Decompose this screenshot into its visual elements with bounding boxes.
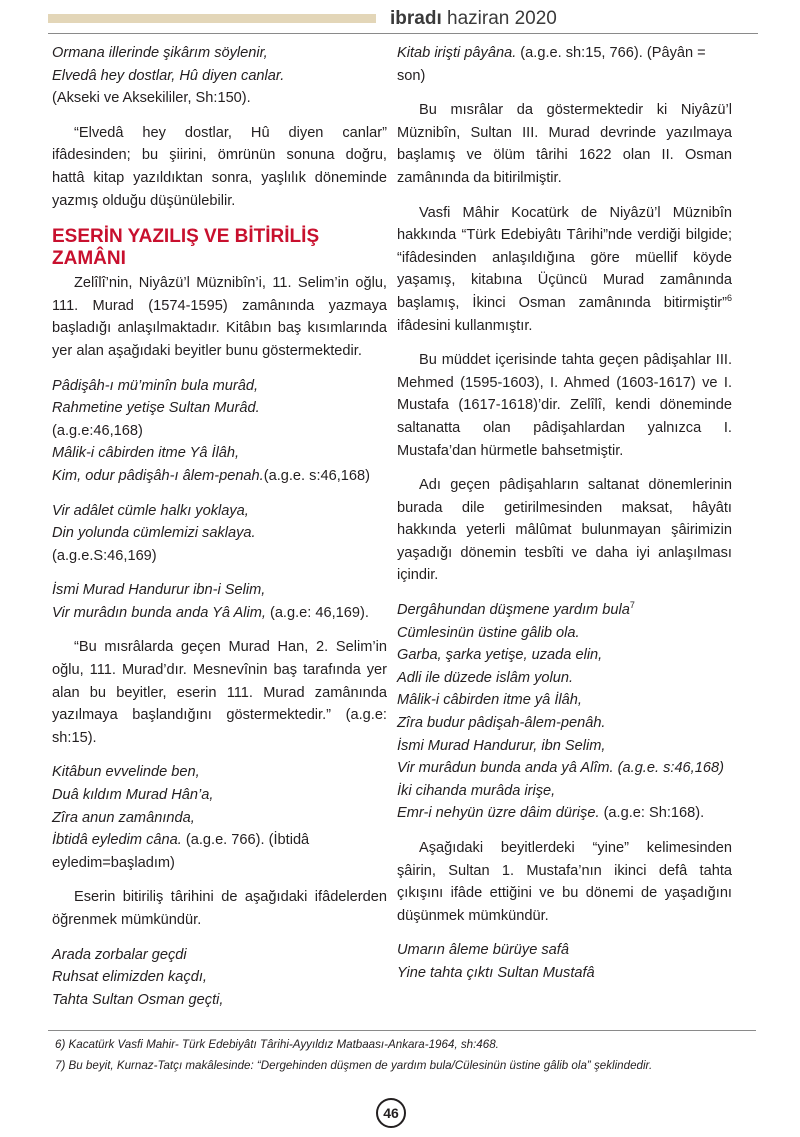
footnote-6: 6) Kacatürk Vasfi Mahir- Türk Edebiyâtı Târihi-Ayyıldız Matbaası-Ankara-1964, sh:468.: [55, 1038, 499, 1051]
verse-block: Pâdişâh-ı mü’minîn bula murâd, Rahmetine yetişe Sultan Murâd. (a.g.e:46,168) Mâlik-i câbirden itme Yâ İlâh, Kim, odur pâdişâh-ı âlem-penah.(a.g.e. s:46,168): [52, 375, 387, 488]
verse-block: Kitab irişti pâyâna. (a.g.e. sh:15, 766). (Pâyân = son): [397, 45, 706, 84]
left-column: [52, 42, 387, 1023]
citation: (a.g.e: 46,169).: [265, 604, 369, 621]
running-header: [390, 8, 557, 30]
magazine-name: ibradı: [390, 8, 442, 29]
verse-block: Dergâhundan düşmene yardım bula$^7$ Cümlesinün üstine gâlib ola. Garba, şarka yetişe, uzada elin, Adli ile düzede islâm yolun. Mâlik-i câbirden itme yâ İlâh, Zîra budur pâdişah-âlem-penâh. İsmi Murad Handurur, ibn Selim, Vir murâdun bunda anda yâ Alîm. (a.g.e. s:46,168) İki cihanda murâda irişe, Emr-i nehyün üzre dâim dürişe. (a.g.e: Sh:168).: [397, 600, 724, 822]
header-rule: [48, 33, 758, 34]
paragraph: Aşağıdaki beyitlerdeki “yine” kelimesinden şâirin, Sultan 1. Mustafa’nın ikinci defâ tahta çıkışını ifâde ettiğini ve bu dönemi de yaşadığını düşünmek mümkündür.: [397, 840, 732, 924]
verse-block: Ormana illerinde şikârım söylenir, Elvedâ hey dostlar, Hû diyen canlar. (Akseki ve Aksekililer, Sh:150).: [52, 42, 387, 110]
paragraph: Eserin bitiriliş târihini de aşağıdaki ifâdelerden öğrenmek mümkündür.: [52, 889, 387, 928]
paragraph: Zelîlî’nin, Niyâzü’l Müznibîn’i, 11. Selim’in oğlu, 111. Murad (1574-1595) zamânında yazmaya başladığı anlaşılmaktadır. Kitâbın baş kısımlarında yer alan aşağıdaki beyitler bunu göstermektedir.: [52, 275, 387, 359]
page-number: 46: [376, 1098, 406, 1128]
verse-block: Arada zorbalar geçdi Ruhsat elimizden kaçdı, Tahta Sultan Osman geçti,: [52, 946, 224, 1008]
header-decor-bar: [48, 14, 376, 23]
verse-block: Kitâbun evvelinde ben, Duâ kıldım Murad Hân’a, Zîra anun zamânında, İbtidâ eyledim câna. (a.g.e. 766). (İbtidâ eyledim=başladım): [52, 764, 310, 871]
citation: (a.g.e. 766). (İbtidâ eyledim=başladım): [52, 832, 310, 871]
paragraph: “Elvedâ hey dostlar, Hû diyen canlar” ifâdesinden; bu şiirini, ömrünün sonuna doğru, hattâ kitap yazıldıktan sonra, yaşlılık döneminde yazmış olduğu düşünülebilir.: [52, 124, 387, 209]
footnote-rule: [48, 1030, 756, 1031]
issue-date: haziran 2020: [447, 8, 557, 29]
footnote-7: 7) Bu beyit, Kurnaz-Tatçı makâlesinde: “Dergehinden düşmen de yardım bula/Cülesinün üstine gâlib ola” şeklindedir.: [55, 1059, 653, 1072]
paragraph: “Bu mısrâlarda geçen Murad Han, 2. Selim’in oğlu, 111. Murad’dır. Mesnevînin baş tarafında yer alan bu beyitler, eserin 111. Murad zamânında yazılmaya başlandığını göstermektedir.” (a.g.e: sh:15).: [52, 639, 387, 746]
paragraph: Bu mısrâlar da göstermektedir ki Niyâzü’l Müznibîn, Sultan III. Murad devrinde yazılmaya başlamış ve ölüm târihi 1622 olan II. Osman zamânında da bitirilmiştir.: [397, 102, 732, 186]
paragraph: Adı geçen pâdişahların saltanat dönemlerinin burada dile getirilmesinden maksat, hâyâtı hakkında yeterli mâlûmat bulunmayan şâirimizin yaşadığı dönemin tesbîti ve daha iyi anlaşılması içindir.: [397, 477, 732, 584]
footnote-ref: 6: [726, 293, 732, 304]
verse-block: Vir adâlet cümle halkı yoklaya, Din yolunda cümlemizi saklaya. (a.g.e.S:46,169): [52, 500, 387, 568]
citation: (a.g.e. sh:15, 766). (Pâyân = son): [397, 45, 706, 84]
paragraph: Vasfi Mâhir Kocatürk de Niyâzü’l Müznibîn hakkında “Türk Edebiyâtı Târihi”nde verdiği bilgide; “ifâdesinden anlaşıldığına göre müellif köyde yaşamış, kitabına Üçüncü Murad zamânında başlamış, İkinci Osman zamânında bitirmiştir”$^6$ ifâdesini kullanmıştır.: [397, 204, 732, 334]
citation: (a.g.e.S:46,169): [52, 547, 157, 564]
paragraph: Bu müddet içerisinde tahta geçen pâdişahlar III. Mehmed (1595-1603), I. Ahmed (1603-1617) ve I. Mustafa (1617-1618)’dir. Zelîlî, kendi döneminde saltanatta olan pâdişahlardan yalnızca I. Mustafa’dan hürmetle bahsetmiştir.: [397, 352, 732, 459]
right-column: [397, 42, 732, 997]
citation: (a.g.e. s:46,168): [263, 467, 371, 484]
verse-block: İsmi Murad Handurur ibn-i Selim, Vir murâdın bunda anda Yâ Alim, (a.g.e: 46,169).: [52, 582, 369, 621]
verse-block: Umarın âleme bürüye safâ Yine tahta çıktı Sultan Mustafâ: [397, 942, 595, 981]
citation: (Akseki ve Aksekililer, Sh:150).: [52, 90, 251, 107]
citation: (a.g.e:46,168): [52, 422, 143, 439]
section-heading: ESERİN YAZILIŞ VE BİTİRİLİŞ ZAMÂNI: [52, 226, 320, 270]
citation: (a.g.e: Sh:168).: [599, 805, 705, 822]
footnote-ref: 7: [629, 600, 635, 611]
